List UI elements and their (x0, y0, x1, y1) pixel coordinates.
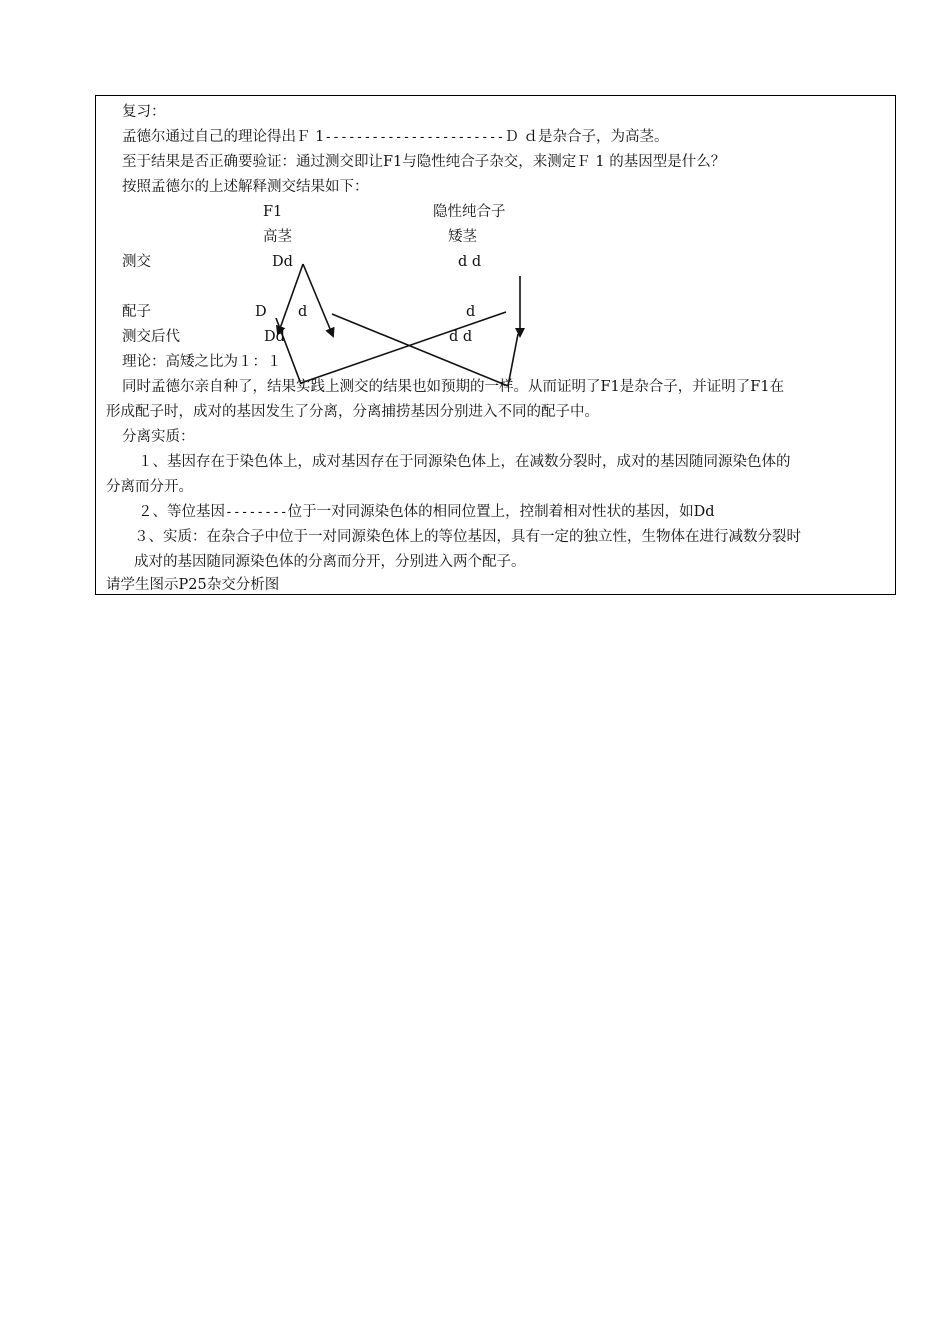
arrow-parent-to-d (303, 264, 333, 336)
gamete-d-left: d (298, 304, 308, 320)
f1-label: F1 (263, 204, 283, 220)
review-line-1-suffix: Ｄ ｄ是杂合子，为高茎。 (504, 129, 669, 145)
footer-instruction: 请学生图示P25杂交分析图 (106, 577, 280, 593)
cross-line-1 (332, 314, 508, 386)
recessive-label: 隐性纯合子 (433, 204, 506, 220)
testcross-label: 测交 (122, 254, 151, 270)
essence-item-2-prefix: ２、等位基因 (138, 504, 225, 520)
gamete-D: D (255, 304, 267, 320)
gamete-label: 配子 (122, 304, 151, 320)
review-line-3: 按照孟德尔的上述解释测交结果如下： (122, 179, 369, 195)
essence-item-1a: １、基因存在于染色体上，成对基因存在于同源染色体上，在减数分裂时，成对的基因随同源染色体的 (138, 454, 791, 470)
parent-left-genotype: Dd (272, 254, 293, 270)
review-line-1-dashes: ----------------------- (324, 130, 505, 145)
arrow-parent-to-D (278, 264, 303, 334)
essence-item-2-suffix: 位于一对同源染色体的相同位置上，控制着相对性状的基因，如Dd (287, 504, 715, 520)
cross-diagram (96, 96, 897, 596)
essence-heading: 分离实质： (122, 429, 195, 445)
conclusion-line-1: 同时孟德尔亲自种了，结果实践上测交的结果也如预期的一样。从而证明了F1是杂合子，并证明了F1在 (122, 379, 785, 395)
review-heading: 复习： (122, 104, 166, 120)
gamete-d-right: d (466, 304, 476, 320)
line-D-to-offspring (276, 318, 301, 384)
line-d-to-offspring (508, 334, 518, 386)
review-line-1-prefix: 孟德尔通过自己的理论得出Ｆ 1 (122, 129, 325, 145)
offspring-label: 测交后代 (122, 329, 180, 345)
review-line-2: 至于结果是否正确要验证：通过测交即让F1与隐性纯合子杂交，来测定Ｆ 1 的基因型是什么？ (122, 154, 726, 170)
essence-item-1b: 分离而分开。 (106, 479, 193, 495)
essence-item-2-dashes: -------- (225, 505, 288, 520)
offspring-right-genotype: d d (449, 329, 473, 345)
conclusion-line-2: 形成配子时，成对的基因发生了分离，分离捕捞基因分别进入不同的配子中。 (106, 404, 599, 420)
parent-right-genotype: d d (458, 254, 482, 270)
short-label: 矮茎 (448, 229, 477, 245)
essence-item-3b: 成对的基因随同源染色体的分离而分开，分别进入两个配子。 (134, 554, 526, 570)
tall-label: 高茎 (263, 229, 292, 245)
essence-item-3a: ３、实质：在杂合子中位于一对同源染色体上的等位基因，具有一定的独立性，生物体在进行减数分裂时 (134, 529, 801, 545)
content-box (95, 95, 896, 595)
theory-ratio: 理论：高矮之比为１：１ (122, 354, 282, 370)
offspring-left-genotype: Dd (264, 329, 285, 345)
